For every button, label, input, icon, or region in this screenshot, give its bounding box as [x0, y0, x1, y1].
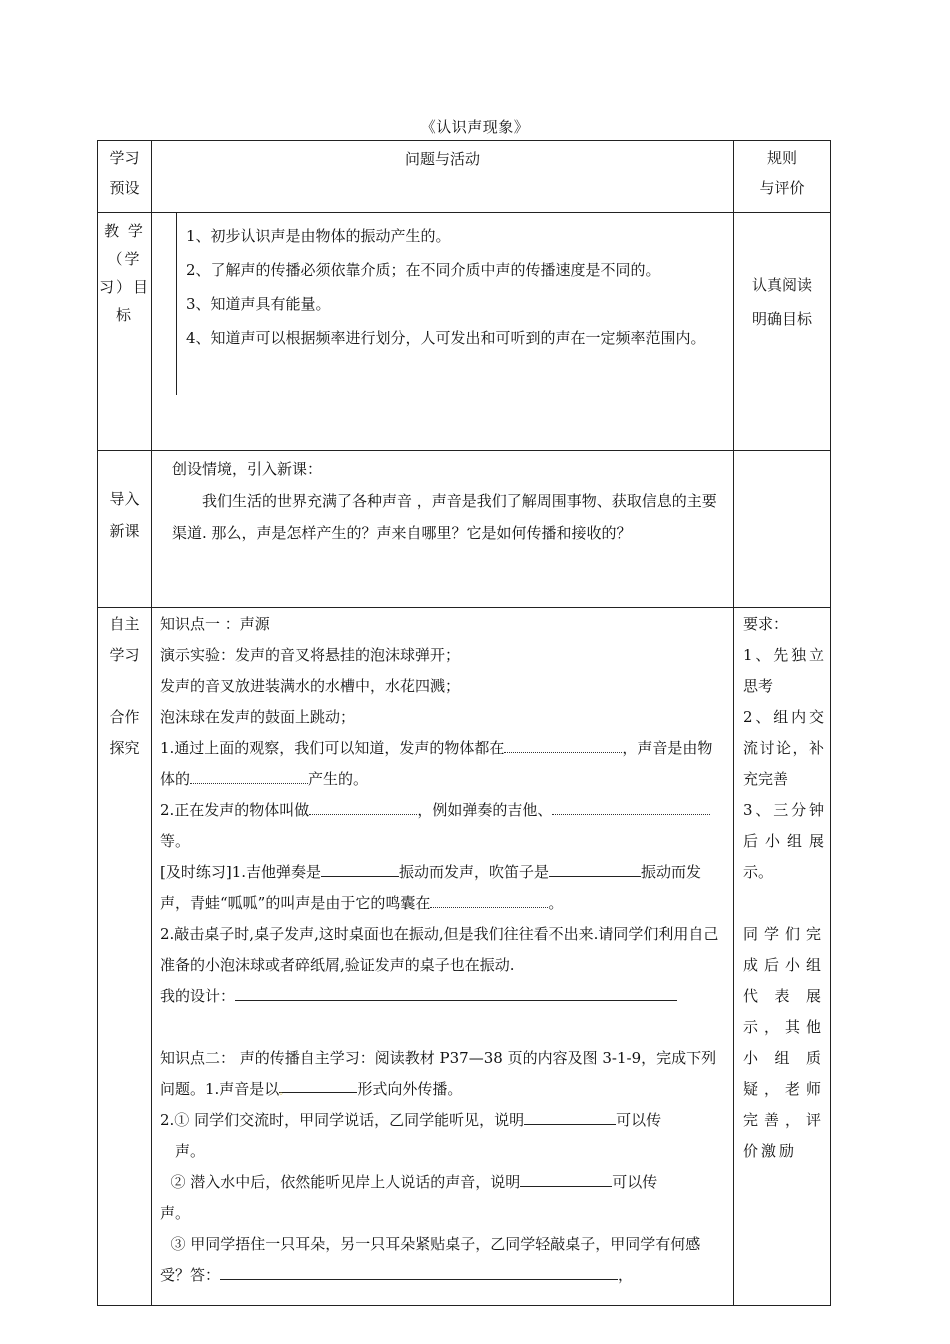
goals-list: [186, 219, 717, 355]
propagation-question-2: [160, 1167, 727, 1229]
demo-line: 演示实验：发声的音叉将悬挂的泡沫球弹开；: [160, 646, 461, 664]
study-label-line: 合作: [109, 708, 140, 726]
goal-item: 1、初步认识声是由物体的振动产生的。: [186, 227, 451, 245]
fill-blank[interactable]: [190, 767, 308, 784]
header-rules-cell: [734, 141, 831, 213]
rule-line: 要求：: [743, 615, 789, 633]
knowledge-point-1-title: 知识点一 ：声源: [160, 615, 270, 633]
knowledge-point-2: [160, 1043, 727, 1105]
rule-line: 2、组内交流讨论，补充完善: [743, 708, 824, 788]
fill-blank[interactable]: [552, 798, 710, 815]
study-label-line: 学习: [109, 646, 140, 664]
header-activity-cell: 问题与活动: [152, 141, 734, 213]
stray-mark: 。: [279, 1087, 289, 1097]
question-text: 可以传: [616, 1111, 662, 1129]
demo-line: 发声的音叉放进装满水的水槽中，水花四溅；: [160, 677, 461, 695]
lesson-table: [97, 140, 831, 1306]
study-label-line: 自主: [109, 615, 140, 633]
goals-content-cell: [152, 213, 734, 451]
study-label-line: 探究: [109, 739, 140, 757]
propagation-question-1: [160, 1105, 727, 1167]
goal-item: 3、知道声具有能量。: [186, 295, 331, 313]
question-text: ，: [618, 1266, 634, 1284]
question-text: 1.通过上面的观察，我们可以知道，发声的物体都在: [160, 739, 505, 757]
rule-line: 1、先独立思考: [743, 646, 824, 695]
intro-content-cell: [152, 451, 734, 608]
goals-rule-cell: [734, 213, 831, 451]
goals-label-line: 教 学: [104, 222, 145, 240]
question-text: ，声音是由物体的: [160, 739, 713, 788]
question-text: ② 潜入水中后，依然能听见岸上人说话的声音，说明: [170, 1173, 521, 1191]
study-rules-cell: [734, 608, 831, 1306]
inner-divider: [176, 213, 177, 395]
practice-2: 2.敲击桌子时,桌子发声,这时桌面也在振动,但是我们往往看不出来.请同学们利用自己准备的小泡沫球或者碎纸屑,验证发声的桌子也在振动.: [160, 925, 719, 974]
question-text: 振动而发声，青蛙“呱呱”的叫声是由于它的鸣囊在: [160, 863, 702, 912]
question-text: 2.正在发声的物体叫做: [160, 801, 310, 819]
intro-label-line: 新课: [109, 522, 140, 540]
question-text: ③ 甲同学捂住一只耳朵，另一只耳朵紧贴桌子，乙同学轻敲桌子，甲同学有何感受？答：: [160, 1235, 701, 1284]
question-text: 2.① 同学们交流时，甲同学说话，乙同学能听见，说明: [160, 1111, 525, 1129]
study-content-cell: [152, 608, 734, 1306]
goals-label-line: （学: [107, 250, 142, 268]
question-text: [及时练习]1.吉他弹奏是: [160, 863, 322, 881]
practice-1: [160, 857, 727, 919]
intro-lead: 创设情境，引入新课：: [172, 460, 323, 478]
question-text: 。: [548, 894, 564, 912]
answer-blank[interactable]: [220, 1261, 618, 1280]
fill-blank[interactable]: [524, 1106, 616, 1125]
goals-rule-line: 认真阅读: [751, 276, 812, 294]
question-text: 等。: [160, 832, 191, 850]
question-text: 产生的。: [308, 770, 369, 788]
fill-blank[interactable]: [504, 736, 622, 753]
rule-line: 同学们完成后小组代表展示，其他小组质疑，老师完善，评价激励: [743, 925, 824, 1160]
fill-blank[interactable]: [520, 1168, 612, 1187]
my-design: [160, 981, 727, 1012]
fill-blank[interactable]: [549, 858, 641, 877]
question-text: 声。: [175, 1142, 206, 1160]
question-text: 知识点二： 声的传播自主学习：阅读教材 P37—38 页的内容及图 3-1-9，完成下列问题。1.声音是以: [160, 1049, 717, 1098]
question-text: 形式向外传播。: [357, 1080, 463, 1098]
intro-rule-cell: [734, 451, 831, 608]
goals-label-line: 习）目: [98, 278, 150, 296]
question-text: ，例如弹奏的吉他、: [417, 801, 553, 819]
goal-item: 4、知道声可以根据频率进行划分，人可发出和可听到的声在一定频率范围内。: [186, 329, 706, 347]
rule-line: 3、三分钟后小组展示。: [743, 801, 824, 881]
fill-blank[interactable]: [279, 1074, 357, 1097]
question-text: 振动而发声，吹笛子是: [399, 863, 550, 881]
header-row: [98, 141, 831, 213]
propagation-question-3: [160, 1229, 727, 1291]
intro-text: 我们生活的世界充满了各种声音 ，声音是我们了解周围事物、获取信息的主要渠道. 那么，声是怎样产生的？声来自哪里？它是如何传播和接收的？: [172, 492, 717, 542]
goals-label-line: 标: [115, 306, 133, 324]
header-rules-line: 规则: [766, 149, 797, 167]
intro-row: [98, 451, 831, 608]
question-text: 我的设计：: [160, 987, 236, 1005]
header-rules-line: 与评价: [759, 179, 805, 197]
header-preset-line: 学习: [109, 149, 140, 167]
intro-label-line: 导入: [109, 490, 140, 508]
fill-blank[interactable]: [321, 858, 399, 877]
goals-row: [98, 213, 831, 451]
fill-blank[interactable]: [430, 891, 548, 908]
document-title: 《认识声现象》: [420, 118, 530, 136]
study-label-cell: [98, 608, 152, 1306]
study-row: [98, 608, 831, 1306]
study-label-gap: [98, 671, 151, 702]
header-preset-cell: [98, 141, 152, 213]
design-blank[interactable]: [235, 982, 677, 1001]
goals-rule-line: 明确目标: [751, 310, 812, 328]
question-1: [160, 733, 727, 795]
demo-line: 泡沫球在发声的鼓面上跳动；: [160, 708, 356, 726]
question-2: [160, 795, 727, 857]
rule-gap: [743, 888, 824, 919]
spacer: [160, 1012, 727, 1043]
fill-blank[interactable]: [309, 798, 417, 815]
question-text: 可以传: [612, 1173, 658, 1191]
question-text: 声。: [160, 1204, 191, 1222]
header-preset-line: 预设: [109, 179, 140, 197]
intro-label-cell: [98, 451, 152, 608]
goals-label-cell: [98, 213, 152, 451]
goal-item: 2、了解声的传播必须依靠介质；在不同介质中声的传播速度是不同的。: [186, 261, 661, 279]
